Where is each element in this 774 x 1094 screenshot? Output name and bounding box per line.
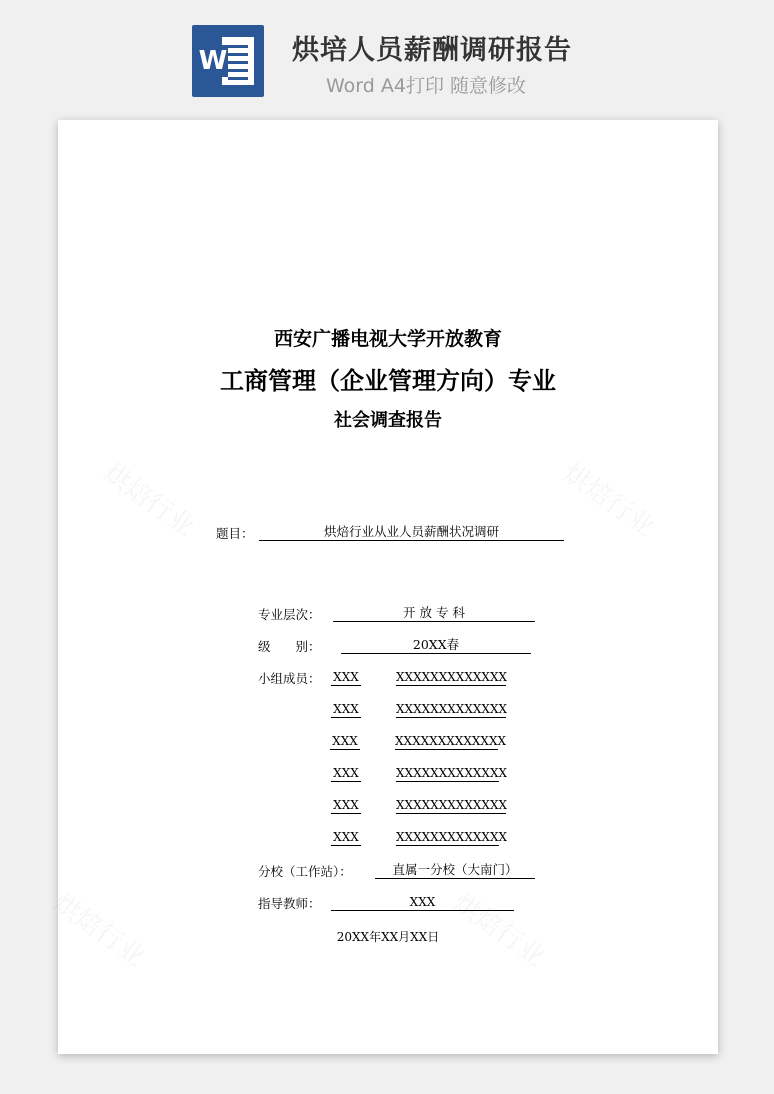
header-title: 烘培人员薪酬调研报告 [292, 35, 572, 66]
teacher-field [331, 894, 514, 911]
header-subtitle: Word A4打印 随意修改 [326, 75, 527, 97]
page-header [0, 0, 774, 118]
word-icon [192, 25, 264, 97]
teacher-value: XXX [331, 894, 514, 911]
level-field [333, 605, 535, 622]
report-date: 20XX年XX月XX日 [336, 930, 440, 944]
teacher-label: 指导教师： [258, 896, 321, 911]
member-name: XXX [331, 765, 361, 782]
branch-field [375, 862, 535, 879]
branch-label: 分校（工作站）： [258, 864, 352, 879]
grade-value: 20XX春 [341, 637, 531, 654]
member-id: XXXXXXXXXXXXX [395, 734, 507, 748]
grade-label: 级 别： [258, 639, 321, 654]
member-name: XXX [330, 733, 360, 750]
document-page [58, 120, 718, 1054]
major-title: 工商管理（企业管理方向）专业 [220, 367, 556, 395]
members-label: 小组成员： [258, 671, 321, 686]
member-id: XXXXXXXXXXXXX [396, 798, 508, 812]
university-title: 西安广播电视大学开放教育 [273, 328, 502, 350]
member-id: XXXXXXXXXXXXX [396, 830, 508, 844]
topic-value: 烘焙行业从业人员薪酬状况调研 [259, 524, 564, 541]
member-name: XXX [331, 829, 361, 846]
member-id: XXXXXXXXXXXXX [396, 670, 508, 684]
topic-field [259, 524, 564, 541]
member-name: XXX [331, 797, 361, 814]
branch-value: 直属一分校（大南门） [375, 862, 535, 879]
report-type-title: 社会调查报告 [334, 410, 442, 431]
grade-field [341, 637, 531, 654]
level-label: 专业层次： [258, 607, 321, 622]
word-logo-letter: W [198, 46, 228, 76]
member-name: XXX [331, 701, 361, 718]
member-id: XXXXXXXXXXXXX [396, 766, 508, 780]
member-name: XXX [331, 669, 361, 686]
level-value: 开 放 专 科 [333, 605, 535, 622]
member-id: XXXXXXXXXXXXX [396, 702, 508, 716]
topic-label: 题目： [216, 526, 254, 541]
